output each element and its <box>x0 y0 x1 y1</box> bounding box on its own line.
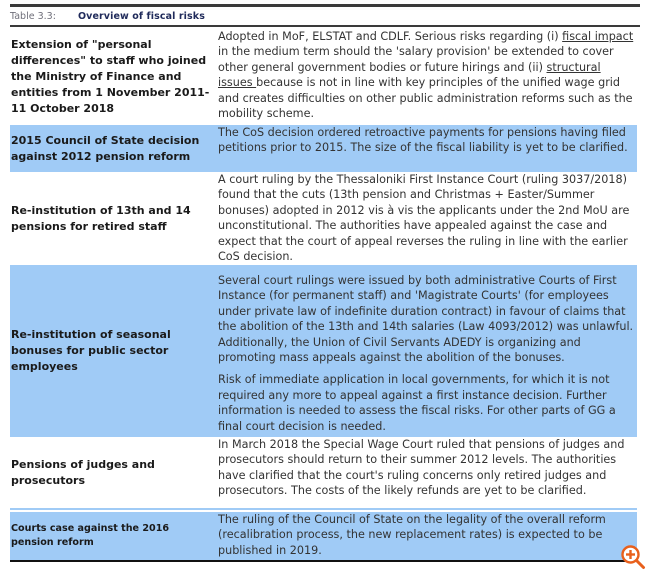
risk-name: Courts case against the 2016 pension reform <box>11 523 170 548</box>
risk-description: Adopted in MoF, ELSTAT and CDLF. Serious risks regarding (i) fiscal impact in the medium term should the 'salary provision' be extended to cover other general government bodies or future hirings and (ii) structural issues because is not in line with key principles of the unified wage grid and creates difficulties on other public administration reforms such as the mobility scheme. <box>218 30 634 121</box>
risk-description: The CoS decision ordered retroactive payments for pensions having filed petitions prior to 2015. The size of the fiscal liability is yet to be clarified. <box>218 126 628 155</box>
table-row-highlighted <box>10 512 637 562</box>
table-row <box>10 437 637 510</box>
risk-description: The ruling of the Council of State on the legality of the overall reform (recalibration process, the new replacement rates) is expected to be published in 2019. <box>218 513 606 557</box>
fiscal-risks-table <box>10 4 640 562</box>
table-number: Table 3.3: <box>10 10 56 22</box>
table-row-highlighted <box>10 265 637 437</box>
underlined-term: structural issues <box>218 60 601 90</box>
table-row <box>10 172 637 265</box>
risk-description: In March 2018 the Special Wage Court ruled that pensions of judges and prosecutors should return to their summer 2012 levels. The authorities have clarified that the court's ruling concerns only retired judges and prosecutors. The costs of the likely refunds are yet to be clarified. <box>218 438 625 498</box>
table-title: Overview of fiscal risks <box>78 10 205 22</box>
risk-name: Re-institution of seasonal bonuses for public sector employees <box>11 328 171 373</box>
risk-description: Several court rulings were issued by both administrative Courts of First Instance (for permanent staff) and 'Magistrate Courts' (for employees under private law of indefinite duration contract) in favour of claims that the abolition of the 13th and 14th salaries (Law 4093/2012) was unlawful. Additionally, the Union of Civil Servants ADEDY is organizing and promoting mass appeals against the abolition of the bonuses. Risk of immediate application in local governments, for which it is not required any more to appeal against a first instance decision. Further information is needed to assess the fiscal risks. For other parts of GG a final court decision is needed. <box>218 274 634 433</box>
risk-name: Re-institution of 13th and 14 pensions for retired staff <box>11 203 191 233</box>
risk-name: Pensions of judges and prosecutors <box>11 457 155 487</box>
underlined-term: fiscal impact <box>562 30 634 43</box>
risk-name: Extension of "personal differences" to staff who joined the Ministry of Finance and entities from 1 November 2011- 11 October 2018 <box>11 38 210 115</box>
risk-description: A court ruling by the Thessaloniki First Instance Court (ruling 3037/2018) found that the cuts (13th pension and Christmas + Easter/Summer bonuses) adopted in 2012 vis à vis the applicants under the 2nd MoU are unconstitutional. The authorities have appealed against the case and expect that the court of appeal reverses the ruling in line with the earlier CoS decision. <box>218 173 630 264</box>
table-row <box>10 27 637 125</box>
table-caption <box>10 7 640 25</box>
table-row-highlighted <box>10 125 637 172</box>
zoom-in-button[interactable] <box>620 544 646 570</box>
risk-name: 2015 Council of State decision against 2012 pension reform <box>11 133 200 163</box>
zoom-in-magnifier-icon <box>620 544 646 570</box>
